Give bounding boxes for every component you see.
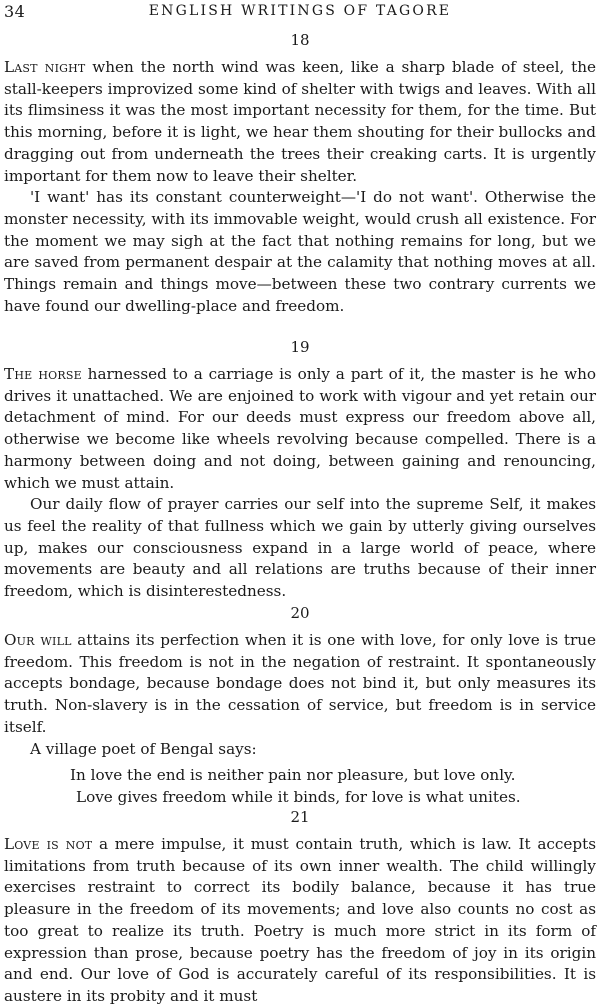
paragraph-text: harnessed to a carriage is only a part of it, the master is he who drives it unattached. We are enjoined to work with vigour and yet retain our detachment of mind. For our deeds must express our freedom above all, otherwise we become like wheels revolving because compelled. There is a harmony between doing and not doing, between gaining and renouncing, which we must attain. — [4, 365, 596, 492]
paragraph-text: attains its perfection when it is one with love, for only love is true freedom. This freedom is not in the negation of restraint. It spontaneously accepts bondage, because bondage does not bind it, but only measures its truth. Non-slavery is in the cessation of service, but freedom is in service itself. — [4, 631, 596, 736]
paragraph-lead: Our will — [4, 631, 72, 649]
paragraph — [0, 187, 600, 317]
paragraph — [0, 494, 600, 603]
paragraph-lead: Last night — [4, 58, 86, 76]
paragraph — [0, 630, 600, 739]
section-number: 21 — [290, 808, 310, 826]
section-21 — [0, 808, 600, 1008]
section-19 — [0, 338, 600, 603]
paragraph — [0, 57, 600, 187]
page-header — [0, 0, 600, 26]
section-number: 18 — [290, 31, 310, 49]
section-18 — [0, 31, 600, 317]
section-20 — [0, 604, 600, 809]
paragraph-text: 'I want' has its constant counterweight—'I do not want'. Otherwise the monster necessity, with its immovable weight, would crush all existence. For the moment we may sigh at the fact that nothing remains for long, but we are saved from permanent despair at the calamity that nothing moves at all. Things remain and things move—between these two contrary currents we have found our dwelling-place and freedom. — [4, 188, 596, 315]
paragraph-text: a mere impulse, it must contain truth, which is law. It accepts limitations from truth because of its own inner wealth. The child willingly exercises restraint to correct its bodily balance, because it has true pleasure in the freedom of its movements; and love also counts no cost as too great to realize its truth. Poetry is much more strict in its form of expression than prose, because poetry has the freedom of joy in its origin and end. Our love of God is accurately careful of its responsibilities. It is austere in its probity and it must — [4, 835, 596, 1005]
running-head: ENGLISH WRITINGS OF TAGORE — [148, 3, 452, 19]
paragraph-lead: Love is not — [4, 835, 93, 853]
page-number: 34 — [4, 2, 26, 21]
paragraph-text: Our daily flow of prayer carries our self into the supreme Self, it makes us feel the reality of that fullness which we gain by utterly giving ourselves up, makes our consciousness expand in a large world of peace, where movements are beauty and all relations are truths because of their inner freedom, which is disinterestedness. — [4, 495, 596, 601]
paragraph — [0, 364, 600, 494]
paragraph — [0, 834, 600, 1008]
verse-line: Love gives freedom while it binds, for love is what unites. — [76, 787, 521, 806]
section-number: 19 — [290, 338, 310, 356]
section-number: 20 — [290, 604, 310, 622]
paragraph — [0, 739, 600, 761]
paragraph-text: A village poet of Bengal says: — [30, 739, 257, 758]
paragraph-lead: The horse — [4, 365, 82, 383]
verse-line: In love the end is neither pain nor pleasure, but love only. — [70, 766, 516, 785]
paragraph-text: when the north wind was keen, like a sharp blade of steel, the stall-keepers improvized some kind of shelter with twigs and leaves. With all its flimsiness it was the most important necessity for them, for the time. But this morning, before it is light, we hear them shouting for their bullocks and dragging out from underneath the trees their creaking carts. It is urgently important for them now to leave their shelter. — [4, 58, 596, 185]
